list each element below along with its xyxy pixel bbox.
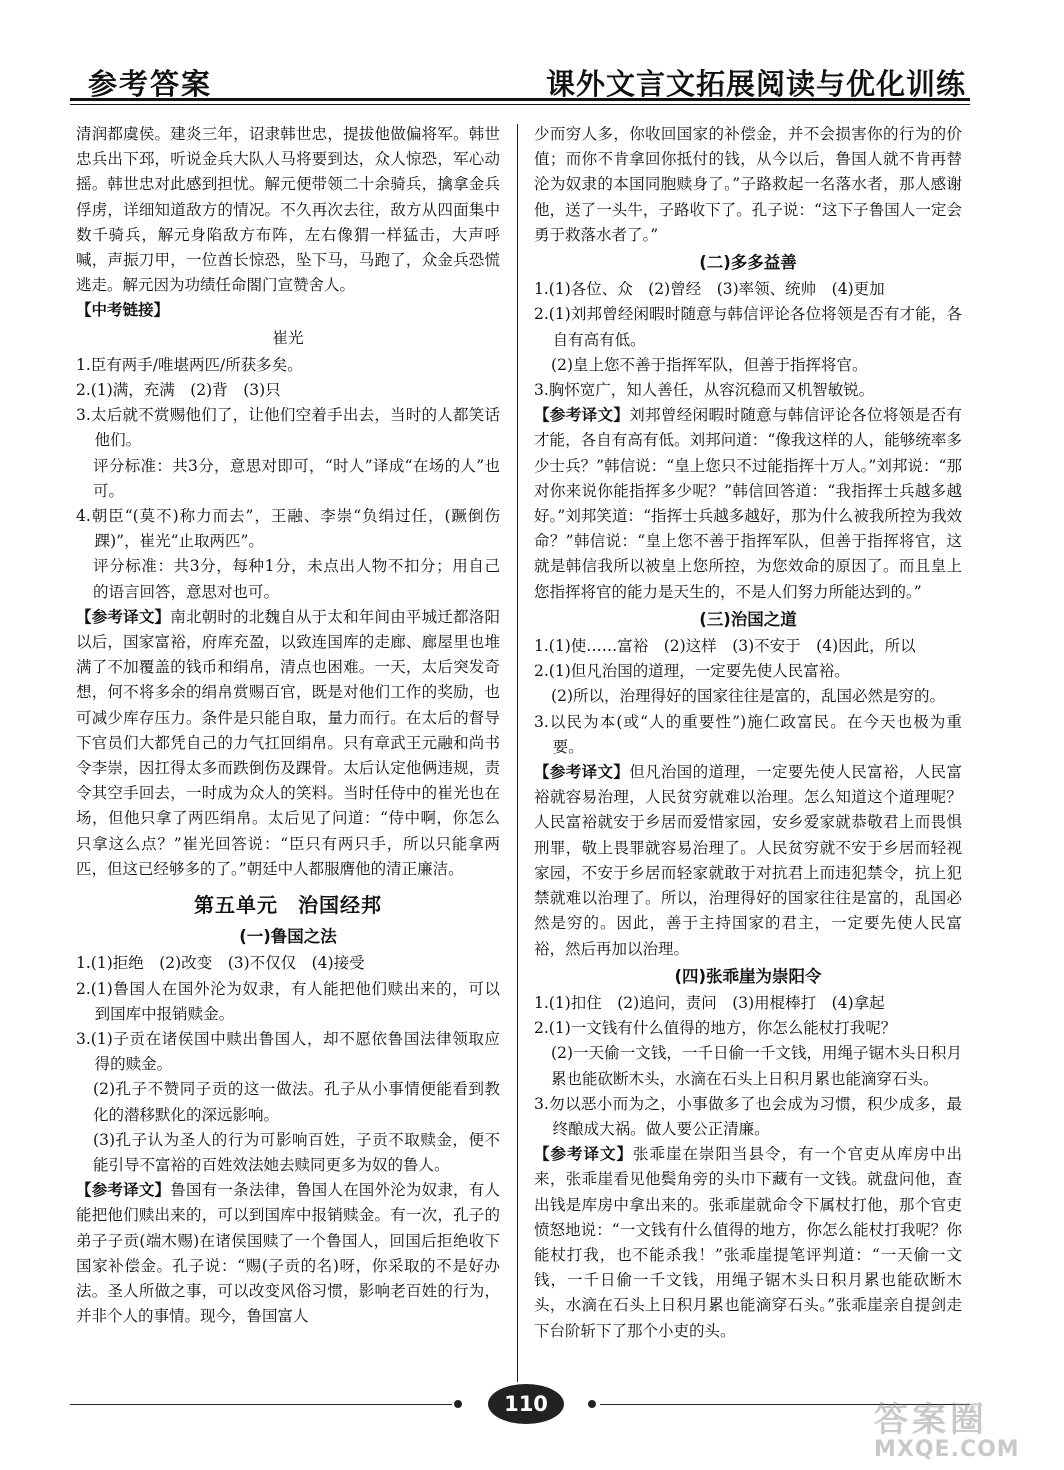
translation-text: 南北朝时的北魏自从于太和年间由平城迁都洛阳以后，国家富裕，府库充盈，以致连国库的走廊、廊屋里也堆满了不加覆盖的钱币和绢帛，清点也困难。一天，太后突发奇想，何不将多余的绢帛赏赐百官，既是对他们工作的奖励，也可减少库存压力。条件是只能自取，量力而行。在太后的督导下官员们大都凭自己的力气扛回绢帛。只有章武王元融和尚书令李崇，因扛得太多而跌倒伤及踝骨。太后认定他俩违规，责令其空手回去，一时成为众人的笑料。当时任侍中的崔光也在场，但他只拿了两匹绢帛。太后见了问道：“侍中啊，你怎么只拿这么点？”崔光回答说：“臣只有两只手，所以只能拿两匹，但这已经够多的了。”朝廷中人都服膺他的清正廉洁。 — [76, 607, 500, 878]
s1-translation-tag: 【参考译文】 — [76, 1181, 171, 1200]
right-column — [534, 122, 962, 1344]
s2-translation-text: 刘邦曾经闲暇时随意与韩信评论各位将领是否有才能，各自有高有低。刘邦问道：“像我这样的人，能够统率多少士兵？”韩信说：“皇上您只不过能指挥十万人。”刘邦说：“那对你来说你能指挥多少呢？”韩信回答道：“我指挥士兵越多越好。”刘邦笑道：“指挥士兵越多越好，那为什么被我所控为我效命？”韩信说：“皇上您不善于指挥军队，但善于指挥将官，这就是韩信我所以被皇上您所控，为您效命的原因了。而且皇上您指挥将官的能力是天生的，不是人们努力所能达到的。” — [534, 406, 962, 601]
answer-q2: 2.(1)满，充满 (2)背 (3)只 — [76, 381, 281, 400]
s3-answer-q2a: 2.(1)但凡治国的道理，一定要先使人民富裕。 — [534, 662, 850, 681]
s1-answer-q3c: (3)孔子认为圣人的行为可影响百姓，子贡不取赎金，便不能引导不富裕的百姓效法她去赎同更多为奴的鲁人。 — [93, 1130, 500, 1174]
answer-q3: 3.太后就不赏赐他们了，让他们空着手出去，当时的人都笑话他们。 — [76, 406, 500, 450]
s2-translation-tag: 【参考译文】 — [534, 406, 630, 425]
s3-answer-q3: 3.以民为本(或“人的重要性”)施仁政富民。在今天也极为重要。 — [534, 712, 962, 756]
answer-q1: 1.臣有两手/唯堪两匹/所获多矣。 — [76, 355, 303, 374]
s1-answer-q1: 1.(1)拒绝 (2)改变 (3)不仅仅 (4)接受 — [76, 954, 365, 973]
footer-dot-left — [454, 1400, 462, 1408]
section-title-2: (二)多多益善 — [699, 253, 797, 273]
s4-answer-q2b: (2)一天偷一文钱，一千日偷一千文钱，用绳子锯木头日积月累也能砍断木头，水滴在石头上日积月累也能滴穿石头。 — [551, 1044, 962, 1088]
unit-name: 治国经邦 — [298, 893, 382, 918]
s2-answer-q2b: (2)皇上您不善于指挥军队，但善于指挥将官。 — [551, 355, 868, 374]
s4-translation — [534, 1142, 962, 1344]
passage-title-cuiguang: 崔光 — [272, 328, 304, 347]
s3-translation-tag: 【参考译文】 — [534, 763, 630, 782]
s4-answer-q2a: 2.(1)一文钱有什么值得的地方，你怎么能杖打我呢？ — [534, 1019, 897, 1038]
s2-answer-q2a: 2.(1)刘邦曾经闲暇时随意与韩信评论各位将领是否有才能，各自有高有低。 — [534, 305, 962, 349]
s1-translation-continued: 少而穷人多，你收回国家的补偿金，并不会损害你的行为的价值；而你不肯拿回你抵付的钱，从今以后，鲁国人就不肯再替沦为奴隶的本国同胞赎身了。”子路救起一名落水者，那人感谢他，送了一头牛，子路收下了。孔子说：“这下子鲁国人一定会勇于救落水者了。” — [534, 125, 962, 244]
translation-cuiguang — [76, 605, 500, 882]
page-footer — [70, 1384, 970, 1424]
s4-translation-tag: 【参考译文】 — [534, 1145, 633, 1164]
s4-answer-q1: 1.(1)扣住 (2)追问，责问 (3)用棍棒打 (4)拿起 — [534, 993, 885, 1012]
header-right-title: 课外文言文拓展阅读与优化训练 — [545, 67, 966, 101]
s1-translation — [76, 1178, 500, 1329]
s3-translation — [534, 760, 962, 962]
left-column — [76, 122, 500, 1329]
header-rule-thin — [70, 104, 970, 105]
paragraph-jieyuan: 清润都虞侯。建炎三年，诏隶韩世忠，提拔他做偏将军。韩世忠兵出下邳，听说金兵大队人马将要到达，众人惊恐，军心动摇。韩世忠对此感到担忧。解元便带领二十余骑兵，擒拿金兵俘虏，详细知道敌方的情况。不久再次去往，敌方从四面集中数千骑兵，解元身陷敌方布阵，左右像猬一样猛击，大声呼喊，声振刀甲，一位酋长惊恐，坠下马，马跑了，众金兵恐慌逃走。解元因为功绩任命閤门宣赞舍人。 — [76, 125, 500, 295]
footer-rule-left — [70, 1404, 452, 1405]
answer-q4-note: 评分标准：共3分，每种1分，未点出人物不扣分；用自己的语言回答，意思对也可。 — [93, 557, 500, 601]
page-number: 110 — [488, 1384, 564, 1424]
s1-answer-q3b: (2)孔子不赞同子贡的这一做法。孔子从小事情便能看到教化的潜移默化的深远影响。 — [93, 1080, 500, 1124]
header-rule-thick — [70, 98, 970, 101]
answer-q3-note: 评分标准：共3分，意思对即可，“时人”译成“在场的人”也可。 — [93, 456, 500, 500]
s2-answer-q3: 3.胸怀宽广，知人善任，从容沉稳而又机智敏锐。 — [534, 381, 875, 400]
s1-translation-text: 鲁国有一条法律，鲁国人在国外沦为奴隶，有人能把他们赎出来的，可以到国库中报销赎金。有一次，孔子的弟子子贡(端木赐)在诸侯国赎了一个鲁国人，回国后拒绝收下国家补偿金。孔子说：“赐(子贡的名)呀，你采取的不是好办法。圣人所做之事，可以改变风俗习惯，影响老百姓的行为，并非个人的事情。现今，鲁国富人 — [76, 1181, 500, 1326]
s4-translation-text: 张乖崖在崇阳当县令，有一个官吏从库房中出来，张乖崖看见他鬓角旁的头巾下藏有一文钱。就盘问他，查出钱是库房中拿出来的。张乖崖就命令下属杖打他，那个官吏愤怒地说：“一文钱有什么值得的地方，你怎么能杖打我呢？你能杖打我，也不能杀我！”张乖崖提笔评判道：“一天偷一文钱，一千日偷一千文钱，用绳子锯木头日积月累也能砍断木头，水滴在石头上日积月累也能滴穿石头。”张乖崖亲自提剑走下台阶斩下了那个小吏的头。 — [534, 1145, 962, 1340]
zhongkao-tag-label: 【中考链接】 — [76, 301, 170, 320]
header-left-title: 参考答案 — [88, 67, 213, 101]
translation-tag: 【参考译文】 — [76, 607, 171, 626]
s1-answer-q3a: 3.(1)子贡在诸侯国中赎出鲁国人，却不愿依鲁国法律领取应得的赎金。 — [76, 1029, 500, 1074]
zhongkao-tag — [76, 298, 500, 323]
s3-answer-q1: 1.(1)使……富裕 (2)这样 (3)不安于 (4)因此，所以 — [534, 637, 916, 656]
page-header — [70, 58, 970, 110]
s1-answer-q2: 2.(1)鲁国人在国外沦为奴隶，有人能把他们赎出来的，可以到国库中报销赎金。 — [76, 979, 500, 1023]
s3-translation-text: 但凡治国的道理，一定要先使人民富裕，人民富裕就容易治理，人民贫穷就难以治理。怎么知道这个道理呢？人民富裕就安于乡居而爱惜家园，安乡爱家就恭敬君上而畏惧刑罪，敬上畏罪就容易治理了。人民贫穷就不安于乡居而轻视家园，不安于乡居而轻家就敢于对抗君上而违犯禁令，抗上犯禁就难以治理了。所以，治理得好的国家往往是富的，乱国必然是穷的。因此，善于主持国家的君主，一定要先使人民富裕，然后再加以治理。 — [534, 763, 962, 958]
watermark-logo — [874, 1392, 1050, 1464]
s3-answer-q2b: (2)所以，治理得好的国家往往是富的，乱国必然是穷的。 — [551, 687, 946, 706]
answer-q4: 4.朝臣“(莫不)称力而去”，王融、李崇“负绢过任，(蹶倒伤踝)”，崔光“止取两匹”。 — [76, 507, 500, 551]
s4-answer-q3: 3.勿以恶小而为之，小事做多了也会成为习惯，积少成多，最终酿成大祸。做人要公正清廉。 — [534, 1094, 962, 1138]
section-title-4: (四)张乖崖为崇阳令 — [674, 966, 822, 986]
section-title-3: (三)治国之道 — [699, 609, 797, 629]
unit-title — [76, 888, 500, 922]
unit-number: 第五单元 — [194, 893, 278, 918]
s2-answer-q1: 1.(1)各位、众 (2)曾经 (3)率领、统帅 (4)更加 — [534, 280, 885, 299]
watermark-text-top: 答案圈 — [874, 1400, 988, 1440]
section-title-1: (一)鲁国之法 — [239, 927, 337, 947]
watermark-text-bottom: MXQE.COM — [874, 1437, 1020, 1462]
s2-translation — [534, 403, 962, 605]
footer-dot-right — [588, 1400, 596, 1408]
column-divider — [517, 124, 518, 1382]
